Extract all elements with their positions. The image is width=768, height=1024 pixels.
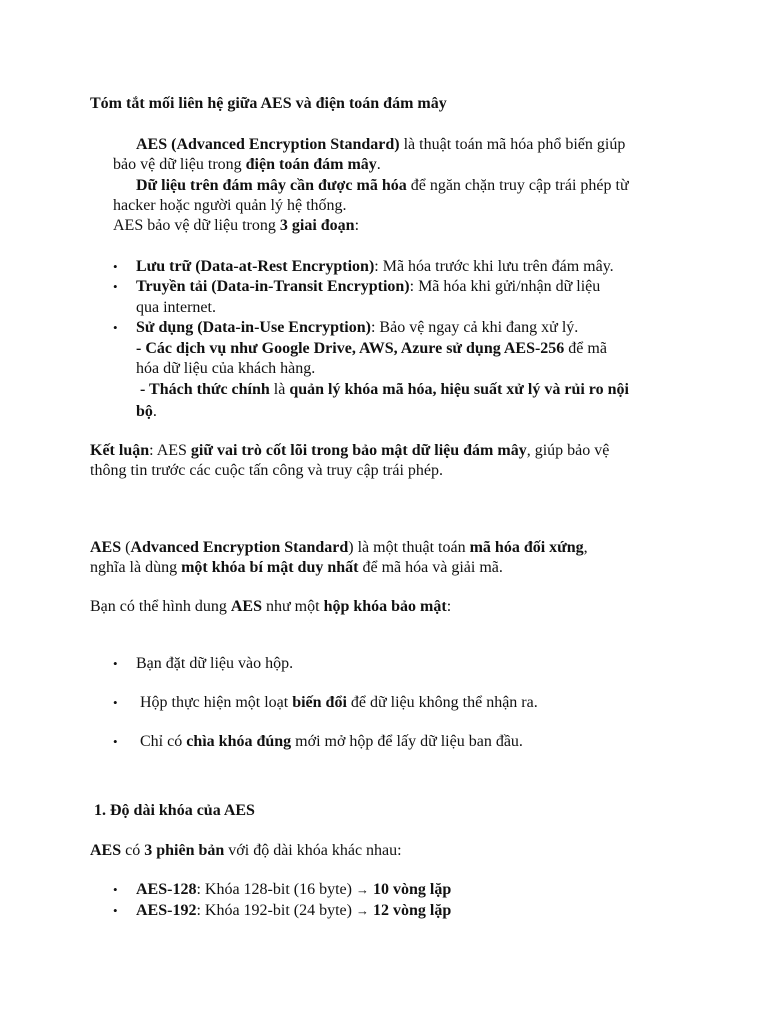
text-span: ,: [583, 539, 588, 556]
stage-3-line5: [136, 402, 157, 422]
text-span: AES bảo vệ dữ liệu trong: [113, 217, 280, 234]
bold-span: Truyền tải (Data-in-Transit Encryption): [136, 278, 410, 295]
text-span: để dữ liệu không thể nhận ra.: [346, 694, 538, 711]
bold-span: Advanced Encryption Standard: [130, 539, 349, 556]
bullet-icon: •: [113, 259, 118, 274]
text-span: như một: [262, 598, 324, 615]
bold-span: bộ: [136, 403, 153, 420]
stage-3: [136, 318, 578, 338]
bullet-icon: •: [113, 656, 118, 671]
version-aes-128: [136, 880, 451, 900]
stage-1: [136, 257, 614, 277]
text-span: Bạn có thể hình dung: [90, 598, 231, 615]
text-span: .: [152, 403, 157, 420]
text-span: bảo vệ dữ liệu trong: [113, 156, 246, 173]
bold-span: 3 giai đoạn: [279, 217, 355, 234]
conclusion-line2: thông tin trước các cuộc tấn công và truy cập trái phép.: [90, 462, 443, 479]
version-aes-192: [136, 901, 451, 921]
aes-term: AES (Advanced Encryption Standard): [136, 136, 400, 153]
summary-p1-line2: [113, 155, 381, 175]
intro-line1: [90, 538, 588, 558]
text-span: để ngăn chặn truy cập trái phép từ: [406, 177, 629, 194]
bold-span: - Các dịch vụ như Google Drive, AWS, Azure sử dụng AES-256: [136, 340, 565, 357]
stage-3-line4: [136, 380, 629, 400]
summary-p1-line1: [136, 135, 625, 155]
text-span: : Mã hóa trước khi lưu trên đám mây.: [374, 258, 614, 275]
bold-span: mã hóa đối xứng: [469, 539, 584, 556]
bold-span: giữ vai trò cốt lõi trong bảo mật dữ liệu đám mây: [190, 442, 527, 459]
text-span: : Bảo vệ ngay cả khi đang xử lý.: [370, 319, 579, 336]
text-span: mới mở hộp để lấy dữ liệu ban đầu.: [291, 733, 523, 750]
conclusion-line1: [90, 441, 609, 461]
bold-span: biến đổi: [292, 694, 347, 711]
section-1-heading: 1. Độ dài khóa của AES: [90, 802, 255, 819]
text-span: là thuật toán mã hóa phổ biến giúp: [399, 136, 626, 153]
bold-span: 10 vòng lặp: [372, 881, 452, 898]
text-span: :: [446, 598, 452, 615]
text-span: với độ dài khóa khác nhau:: [224, 842, 402, 859]
text-span: : Mã hóa khi gửi/nhận dữ liệu: [409, 278, 601, 295]
arrow-right-icon: →: [355, 903, 369, 918]
box-point-2: [136, 693, 538, 713]
text-span: : AES: [149, 442, 191, 459]
bold-span: Kết luận: [90, 442, 150, 459]
text-span: Hộp thực hiện một loạt: [136, 694, 293, 711]
summary-p3: [113, 216, 359, 236]
bold-span: Lưu trữ (Data-at-Rest Encryption): [136, 258, 375, 275]
summary-p2-line1: [136, 176, 629, 196]
text-span: : Khóa 128-bit (16 byte): [196, 881, 356, 898]
text-span: :: [354, 217, 360, 234]
text-span: , giúp bảo vệ: [526, 442, 610, 459]
text-span: nghĩa là dùng: [90, 559, 182, 576]
bold-span: AES-128: [136, 881, 197, 898]
text-span: ) là một thuật toán: [348, 539, 470, 556]
text-span: để mã hóa và giải mã.: [358, 559, 503, 576]
arrow-right-icon: →: [355, 882, 369, 897]
text-span: để mã: [564, 340, 607, 357]
bold-span: AES-192: [136, 902, 197, 919]
box-point-3: [136, 732, 523, 752]
text-span: (: [121, 539, 131, 556]
box-point-1: Bạn đặt dữ liệu vào hộp.: [136, 655, 294, 672]
bold-span: AES: [230, 598, 262, 615]
summary-p2-line2: hacker hoặc người quản lý hệ thống.: [113, 197, 347, 214]
bullet-icon: •: [113, 695, 118, 710]
bold-span: 12 vòng lặp: [372, 902, 452, 919]
bold-span: quản lý khóa mã hóa, hiệu suất xử lý và rủi ro nội: [289, 381, 629, 398]
section-1-intro: [90, 841, 402, 861]
bullet-icon: •: [113, 279, 118, 294]
summary-heading: Tóm tắt mối liên hệ giữa AES và điện toán đám mây: [90, 95, 447, 112]
bold-span: AES: [90, 842, 122, 859]
text-span: có: [121, 842, 145, 859]
text-span: .: [376, 156, 381, 173]
stage-3-line2: [136, 339, 607, 359]
bullet-icon: •: [113, 882, 118, 897]
bullet-icon: •: [113, 320, 118, 335]
stage-2-cont: qua internet.: [136, 299, 216, 316]
bold-span: Sử dụng (Data-in-Use Encryption): [136, 319, 371, 336]
stage-2: [136, 277, 600, 297]
analogy-line: [90, 597, 451, 617]
bullet-icon: •: [113, 734, 118, 749]
bold-span: AES: [90, 539, 122, 556]
bold-span: chìa khóa đúng: [186, 733, 292, 750]
bold-span: hộp khóa bảo mật: [323, 598, 447, 615]
text-span: : Khóa 192-bit (24 byte): [196, 902, 356, 919]
bullet-icon: •: [113, 903, 118, 918]
intro-line2: [90, 558, 503, 578]
bold-span: một khóa bí mật duy nhất: [181, 559, 359, 576]
bold-span: 3 phiên bản: [144, 842, 225, 859]
stage-3-line3: hóa dữ liệu của khách hàng.: [136, 360, 316, 377]
text-span: Chỉ có: [136, 733, 187, 750]
cloud-term: điện toán đám mây: [245, 156, 377, 173]
bold-span: - Thách thức chính: [136, 381, 270, 398]
bold-span: Dữ liệu trên đám mây cần được mã hóa: [136, 177, 407, 194]
text-span: là: [269, 381, 290, 398]
